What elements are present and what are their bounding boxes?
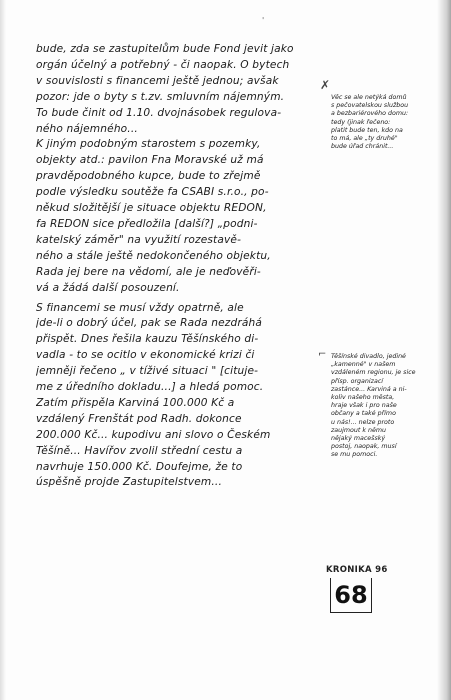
text-line: u nás!... nelze proto [331, 418, 395, 426]
text-line: jde-li o dobrý účel, pak se Rada nezdráhá [36, 317, 263, 330]
text-line: pozor: jde o byty s t.zv. smluvním nájemným. [36, 90, 285, 103]
text-line: vzdálený Frenštát pod Radh. dokonce [36, 412, 242, 425]
margin-note-theatre [331, 353, 427, 460]
text-line: podle výsledku soutěže fa CSABI s.r.o., po- [36, 186, 269, 199]
text-line: a bezbariérového domu: [331, 110, 409, 118]
text-line: platit bude ten, kdo na [331, 126, 403, 134]
text-line: hraje však i pro naše [331, 402, 397, 410]
margin-tick-mark: ⌐ [318, 349, 327, 360]
text-line: navrhuje 150.000 Kč. Doufejme, že to [36, 460, 243, 473]
scan-edge-shadow [437, 0, 451, 700]
scan-edge-left [0, 0, 6, 700]
text-line: pravděpodobného kupce, bude to zřejmě [36, 170, 261, 183]
text-line: vzdáleném regionu, je sice [331, 369, 416, 377]
text-line: me z úředního dokladu...] a hledá pomoc. [36, 381, 264, 394]
text-line: katelský záměr" na využití rozestavě- [36, 233, 242, 246]
text-line: orgán účelný a potřebný - či naopak. O bytech [36, 58, 290, 71]
text-line: Věc se ale netýká domů [331, 94, 407, 101]
text-line: Zatím přispěla Karviná 100.000 Kč a [36, 396, 235, 409]
text-line: úspěšně projde Zastupitelstvem... [36, 476, 222, 489]
text-line: přispět. Dnes řešila kauzu Těšínského di- [36, 333, 259, 346]
text-line: v souvislosti s financemi ještě jednou; avšak [36, 74, 279, 87]
text-line: Rada jej bere na vědomí, ale je neďověři- [36, 265, 261, 278]
margin-note-housing [331, 94, 427, 151]
text-line: Těšíně... Havířov zvolil střední cestu a [36, 444, 243, 457]
text-line: zaujmout k němu [331, 426, 386, 434]
text-line: s pečovatelskou službou [331, 102, 409, 110]
margin-x-mark: ✗ [320, 78, 331, 92]
text-line: přísp. organizací [331, 377, 384, 385]
text-line: ného nájemného... [36, 122, 138, 135]
text-line: 200.000 Kč... kupodivu ani slovo o Českém [36, 428, 271, 441]
text-line: koliv našeho města, [331, 394, 395, 402]
text-line: vadla - to se ocitlo v ekonomické krizi či [36, 349, 255, 362]
text-line: „kamenné" v našem [331, 361, 396, 369]
text-line: jemněji řečeno „ v tíživé situaci " [cituje- [36, 365, 259, 378]
text-line: objekty atd.: pavilon Fna Moravské už má [36, 154, 264, 167]
text-line: bude úřad chránit... [331, 143, 394, 151]
text-line: S financemi se musí vždy opatrně, ale [36, 301, 244, 314]
text-line: K jiným podobným starostem s pozemky, [36, 138, 261, 151]
text-line: se mu pomoci. [331, 451, 378, 459]
text-line: občany a také přímo [331, 410, 396, 418]
text-line: zastánce... Karviná a ni- [331, 385, 407, 393]
text-line: postoj, naopak, musí [331, 443, 397, 451]
text-line: ného a stále ještě nedokončeného objektu, [36, 249, 271, 262]
text-line: nějaký macešský [331, 435, 386, 443]
chronicle-label: KRONIKA 96 [326, 565, 388, 575]
text-line: tedy (jinak řečeno: [331, 118, 391, 126]
text-line: fa REDON sice předložila [další?] „podni- [36, 217, 258, 230]
page-number: 68 [330, 578, 372, 613]
text-line: To bude činit od 1.10. dvojnásobek regulova- [36, 106, 282, 119]
text-line: to má, ale „ty druhé" [331, 135, 398, 143]
text-line: někud složitější je situace objektu REDON, [36, 202, 267, 215]
text-line: vá a žádá další posouzení. [36, 281, 180, 294]
text-line: bude, zda se zastupitelům bude Fond jevit jako [36, 43, 294, 55]
pencil-mark: ' [262, 16, 265, 25]
main-handwritten-text [36, 42, 321, 491]
text-line: Těšínské divadlo, jediné [331, 353, 406, 360]
